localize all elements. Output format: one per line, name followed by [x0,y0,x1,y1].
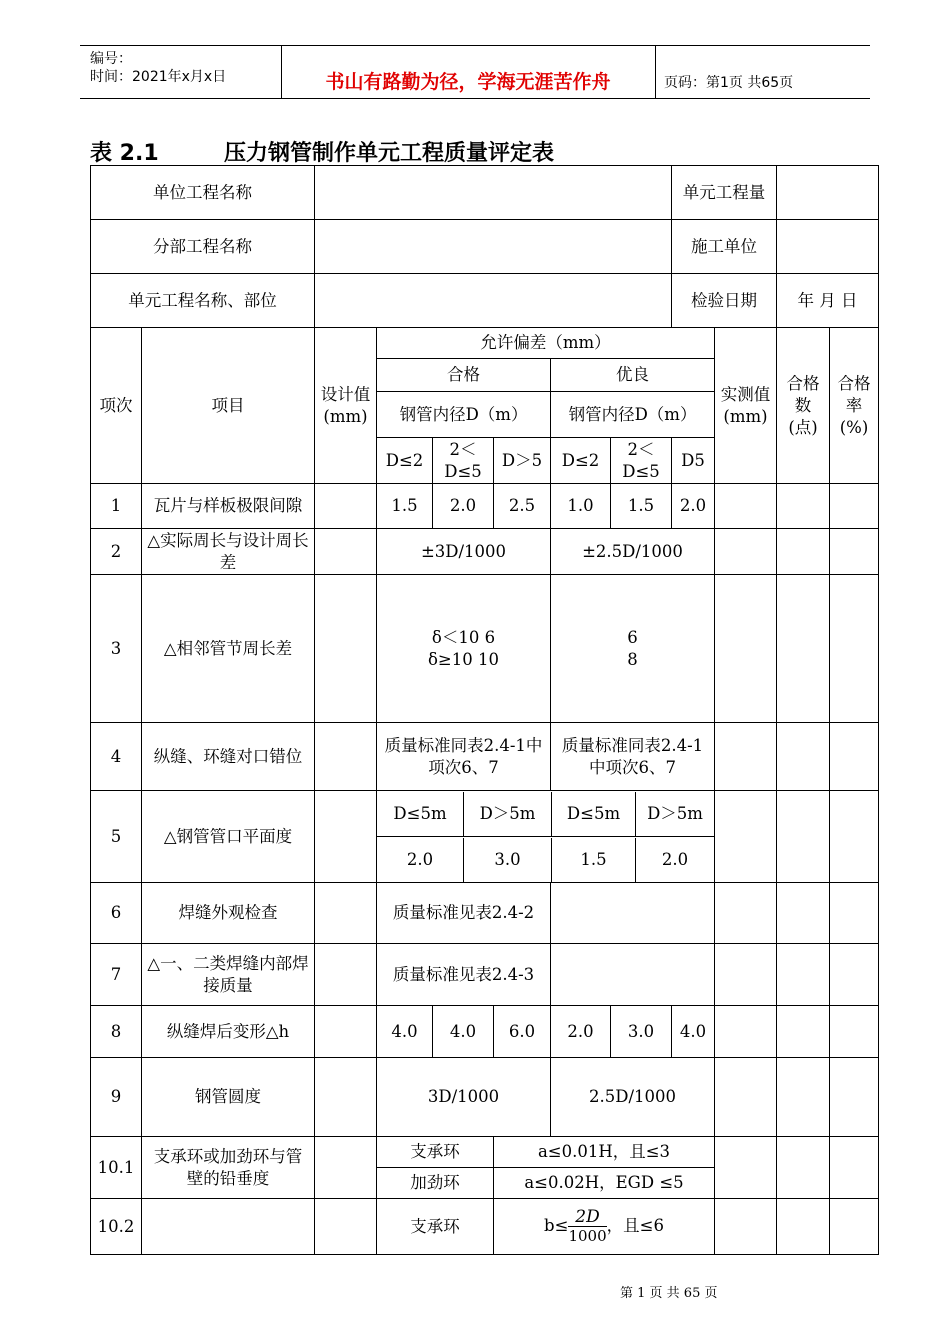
excellent-standard [551,883,715,944]
design-value-cell[interactable] [315,1058,377,1137]
value-cell: 1.5 [377,484,433,529]
unit-project-value[interactable] [315,166,672,220]
excellent-standard: 质量标准同表2.4-1中项次6、7 [551,723,715,791]
flatness-col: D＞5m [647,803,703,823]
header-page-info: 页码：第1页 共65页 [664,75,794,91]
row-number: 5 [91,791,142,883]
row-number: 10.2 [91,1199,142,1255]
pass-count-cell[interactable] [777,529,830,575]
flatness-col: D＞5m [464,792,552,836]
table-title: 压力钢管制作单元工程质量评定表 [224,141,555,166]
element-name-label: 单元工程名称、部位 [91,274,315,328]
value-cell: 4.0 [433,1006,494,1058]
value-cell: 2.0 [377,838,464,882]
row-number: 2 [91,529,142,575]
qualified-standard: 质量标准见表2.4-2 [377,883,551,944]
design-value-cell[interactable] [315,944,377,1006]
row-number: 7 [91,944,142,1006]
row-number: 10.1 [91,1137,142,1199]
col-excellent: 优良 [551,359,715,392]
header-meta [90,50,226,86]
table-row [91,1137,879,1168]
fraction-numerator: 2D [568,1208,606,1227]
measured-cell[interactable] [715,529,777,575]
unit-quantity-value[interactable] [777,166,879,220]
table-row [91,944,879,1006]
value-cell: 1.5 [611,484,672,529]
header-row-1 [91,328,879,359]
formula-fraction [568,1208,606,1245]
col-item: 项目 [142,328,315,484]
pass-count-cell[interactable] [777,484,830,529]
design-value-cell[interactable] [315,1006,377,1058]
design-value-cell[interactable] [315,1137,377,1199]
design-value-cell[interactable] [315,484,377,529]
design-value-cell[interactable] [315,1199,377,1255]
col-inner-diameter-excellent: 钢管内径D（m） [551,392,715,438]
pass-count-cell[interactable] [777,944,830,1006]
support-ring-formula [494,1199,715,1255]
value-cell: 3.0 [611,1006,672,1058]
value-cell: 2.0 [433,484,494,529]
col-d1-excellent: D≤2 [551,438,611,484]
pass-count-cell[interactable] [777,883,830,944]
qualified-line-1: δ＜10 6 [431,627,496,647]
col-measured: 实测值(mm) [715,328,777,484]
flatness-col: D≤5m [377,792,464,836]
value-cell: 2.5 [494,484,551,529]
document-time-label: 时间：2021年x月x日 [90,69,227,85]
pass-rate-cell[interactable] [830,1006,879,1058]
measured-cell[interactable] [715,723,777,791]
pass-count-cell[interactable] [777,575,830,723]
measured-cell[interactable] [715,883,777,944]
design-value-cell[interactable] [315,575,377,723]
pass-rate-cell[interactable] [830,791,879,883]
header-motto: 书山有路勤为径，学海无涯苦作舟 [325,71,611,93]
table-number: 表 2.1 [90,141,159,166]
pass-rate-cell[interactable] [830,484,879,529]
row-number: 3 [91,575,142,723]
qualified-standard: 3D/1000 [377,1058,551,1137]
excellent-standard: ±2.5D/1000 [551,529,715,575]
row-number: 8 [91,1006,142,1058]
design-value-cell[interactable] [315,723,377,791]
row-item: △相邻管节周长差 [142,575,315,723]
excellent-standard: 2.5D/1000 [551,1058,715,1137]
design-value-cell[interactable] [315,883,377,944]
row-item: △实际周长与设计周长差 [142,529,315,575]
pass-rate-cell[interactable] [830,1199,879,1255]
measured-cell[interactable] [715,791,777,883]
row-number: 9 [91,1058,142,1137]
header-bottom-line [80,98,870,99]
pass-rate-cell[interactable] [830,1058,879,1137]
table-row [91,883,879,944]
pass-count-cell[interactable] [777,1199,830,1255]
measured-cell[interactable] [715,1006,777,1058]
qualified-standard [377,575,551,723]
value-cell: 2.0 [672,484,715,529]
row-item: △一、二类焊缝内部焊接质量 [142,944,315,1006]
excellent-line-2: 8 [627,649,638,669]
row-item: 焊缝外观检查 [142,883,315,944]
measured-cell[interactable] [715,1137,777,1199]
col-item-no: 项次 [91,328,142,484]
formula-suffix: ，且≤6 [606,1216,664,1235]
col-d2: 2＜D≤5 [433,438,494,484]
inspection-date-value[interactable]: 年 月 日 [777,274,879,328]
element-name-value[interactable] [315,274,672,328]
sub-project-value[interactable] [315,220,672,274]
row-item [142,1199,315,1255]
qualified-standard: 质量标准同表2.4-1中项次6、7 [377,723,551,791]
pass-rate-cell[interactable] [830,883,879,944]
row-item: △钢管管口平面度 [142,791,315,883]
table-row [91,484,879,529]
construction-unit-value[interactable] [777,220,879,274]
info-row-sub-project [91,220,879,274]
table-row [91,791,879,837]
sub-project-label: 分部工程名称 [91,220,315,274]
info-row-element [91,274,879,328]
page-footer: 第 1 页 共 65 页 [620,1286,718,1301]
value-cell: 6.0 [494,1006,551,1058]
page-title [90,136,554,167]
unit-project-label: 单位工程名称 [91,166,315,220]
pass-rate-cell[interactable] [830,723,879,791]
row-item: 支承环或加劲环与管壁的铅垂度 [142,1137,315,1199]
excellent-line-1: 6 [627,627,638,647]
inspection-date-label: 检验日期 [672,274,777,328]
pass-rate-cell[interactable] [830,529,879,575]
col-pass-rate: 合格率(%) [830,328,879,484]
unit-quantity-label: 单元工程量 [672,166,777,220]
row-number: 6 [91,883,142,944]
table-row [91,1058,879,1137]
col-d3: D＞5 [494,438,551,484]
row-number: 1 [91,484,142,529]
fraction-denominator: 1000 [568,1227,607,1245]
table-row [91,1199,879,1255]
stiffener-ring-standard: a≤0.02H，EGD ≤5 [494,1168,715,1199]
info-row-unit-project [91,166,879,220]
support-ring-standard: a≤0.01H，且≤3 [494,1137,715,1168]
header-top-line [80,45,870,46]
value-cell: 3.0 [464,838,552,882]
design-value-cell[interactable] [315,529,377,575]
flatness-col: D≤5m [552,792,636,836]
pass-count-cell[interactable] [777,723,830,791]
table-row [91,1006,879,1058]
formula-prefix: b≤ [544,1216,569,1235]
design-value-cell[interactable] [315,791,377,883]
col-allowed-deviation: 允许偏差（mm） [377,328,715,359]
measured-cell[interactable] [715,1058,777,1137]
row-item: 纵缝焊后变形△h [142,1006,315,1058]
col-d3-excellent: D5 [672,438,715,484]
support-ring-label: 支承环 [377,1137,494,1168]
row-item: 纵缝、环缝对口错位 [142,723,315,791]
support-ring-label: 支承环 [377,1199,494,1255]
row-number: 4 [91,723,142,791]
pass-count-cell[interactable] [777,791,830,883]
pass-rate-cell[interactable] [830,575,879,723]
document-number-label: 编号： [90,51,132,67]
qualified-line-2: δ≥10 10 [428,649,499,669]
col-inner-diameter-qualified: 钢管内径D（m） [377,392,551,438]
col-design-value: 设计值(mm) [315,328,377,484]
pass-rate-cell[interactable] [830,1137,879,1199]
table-row [91,723,879,791]
quality-evaluation-table [90,165,879,1255]
value-cell: 2.0 [551,1006,611,1058]
col-d2-excellent: 2＜D≤5 [611,438,672,484]
construction-unit-label: 施工单位 [672,220,777,274]
value-cell: 4.0 [672,1006,715,1058]
header-separator-2 [655,45,656,98]
excellent-standard [551,575,715,723]
pass-count-cell[interactable] [777,1058,830,1137]
measured-cell[interactable] [715,944,777,1006]
value-cell: 1.0 [551,484,611,529]
value-cell: 2.0 [661,849,689,869]
col-qualified: 合格 [377,359,551,392]
flatness-subtable-values [377,837,715,883]
row-item: 钢管圆度 [142,1058,315,1137]
qualified-standard: ±3D/1000 [377,529,551,575]
measured-cell[interactable] [715,1199,777,1255]
value-cell: 4.0 [377,1006,433,1058]
pass-rate-cell[interactable] [830,944,879,1006]
col-d1: D≤2 [377,438,433,484]
row-item: 瓦片与样板极限间隙 [142,484,315,529]
col-pass-count: 合格数(点) [777,328,830,484]
pass-count-cell[interactable] [777,1006,830,1058]
excellent-standard [551,944,715,1006]
flatness-subtable-header [377,791,715,837]
stiffener-ring-label: 加劲环 [377,1168,494,1199]
value-cell: 1.5 [552,838,636,882]
table-row [91,529,879,575]
pass-count-cell[interactable] [777,1137,830,1199]
table-row [91,575,879,723]
qualified-standard: 质量标准见表2.4-3 [377,944,551,1006]
measured-cell[interactable] [715,575,777,723]
measured-cell[interactable] [715,484,777,529]
